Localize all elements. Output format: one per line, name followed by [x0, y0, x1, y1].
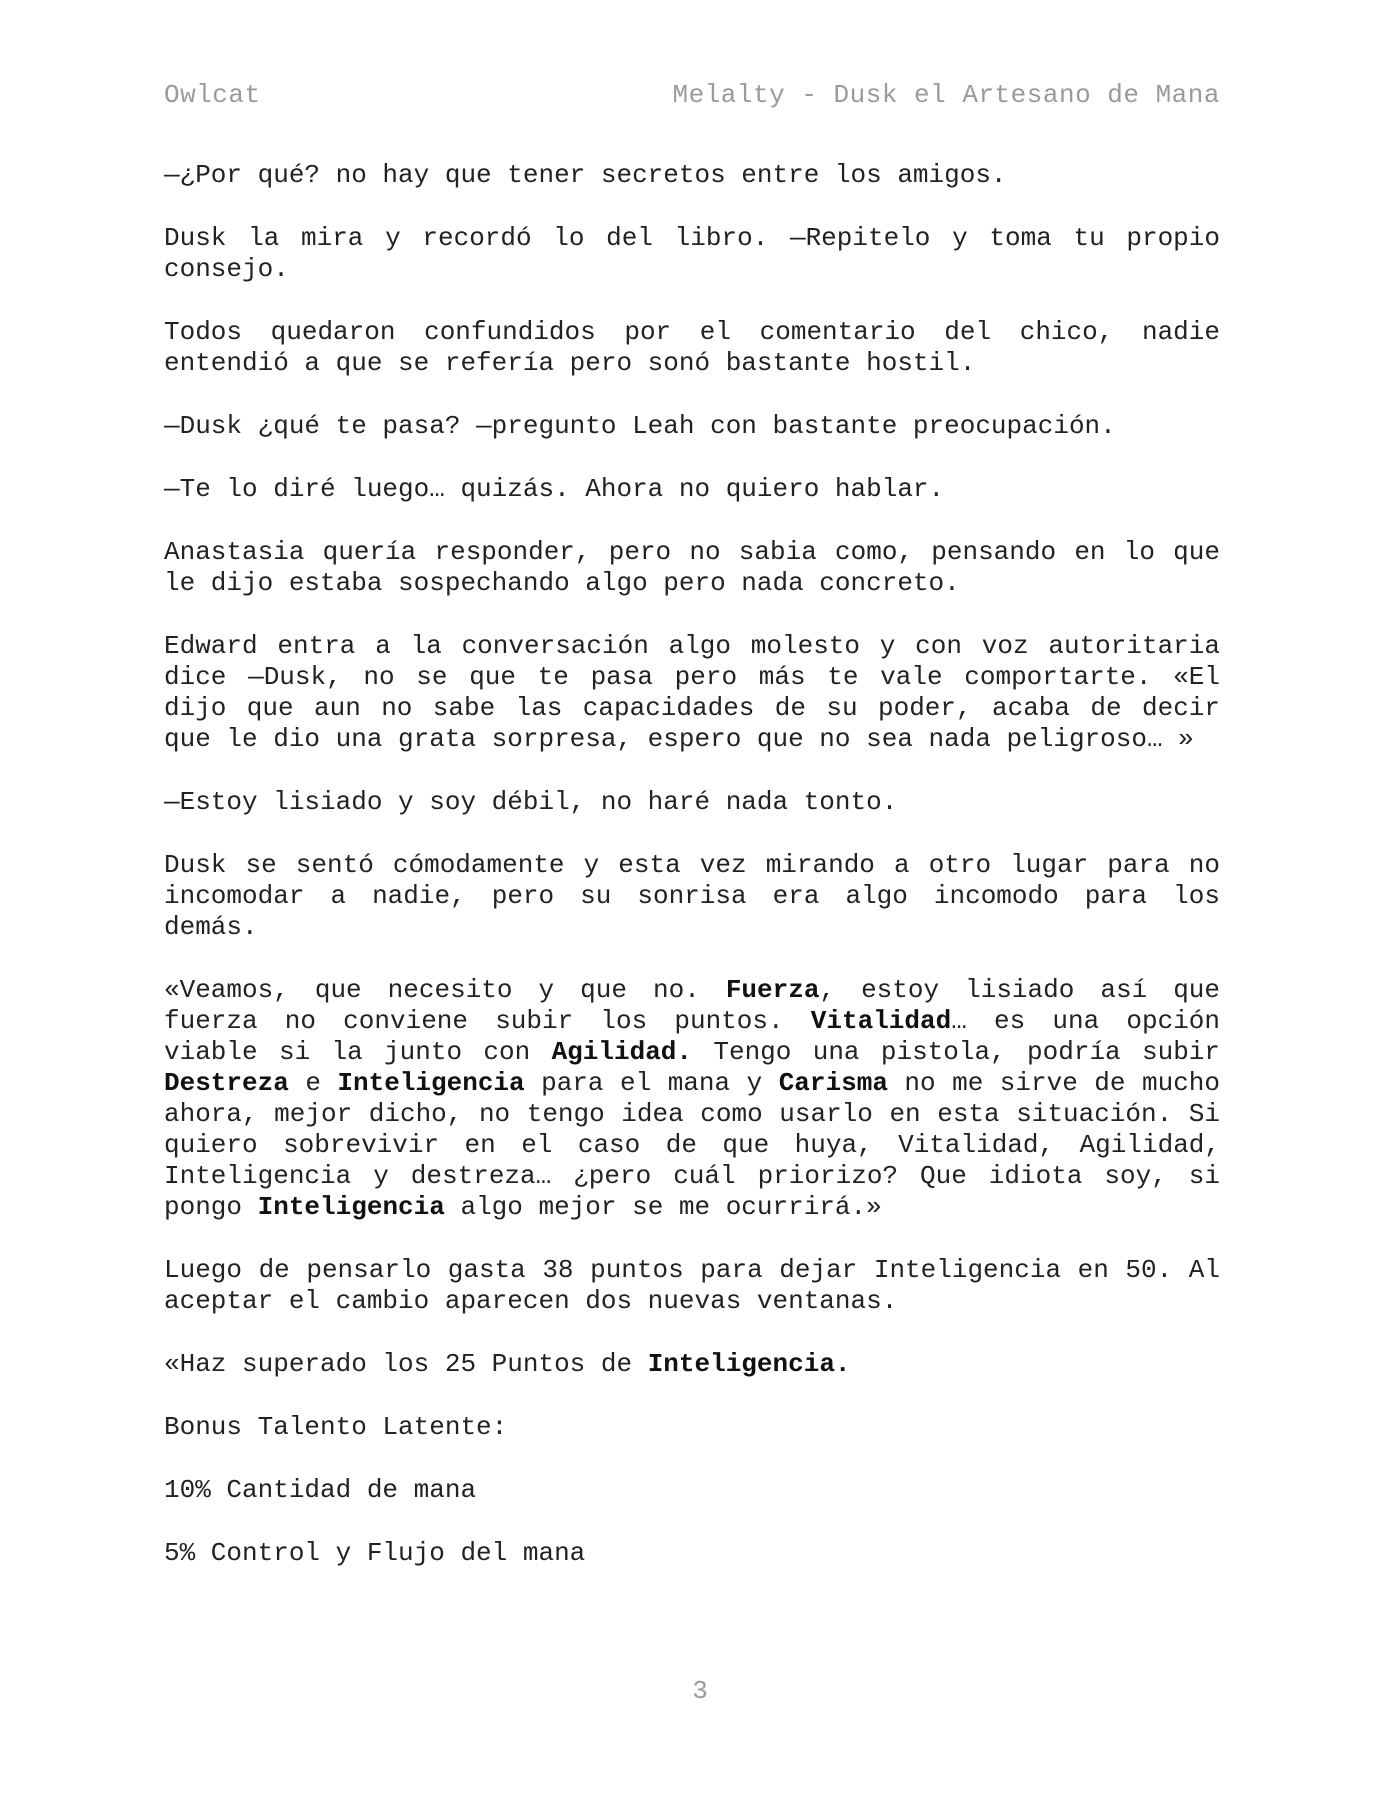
bold-term: Fuerza — [725, 975, 820, 1005]
paragraph — [164, 474, 1220, 505]
paragraph — [164, 160, 1220, 191]
paragraph — [164, 1412, 1220, 1443]
text-run: Anastasia quería responder, pero no sabia como, pensando en lo que le dijo estaba sospechando algo pero nada concreto. — [164, 537, 1220, 598]
text-run: «Haz superado los 25 Puntos de — [164, 1349, 648, 1379]
text-run: para el mana y — [524, 1068, 779, 1098]
text-run: Todos quedaron confundidos por el comentario del chico, nadie entendió a que se refería pero sonó bastante hostil. — [164, 317, 1220, 378]
paragraph — [164, 850, 1220, 943]
paragraph — [164, 317, 1220, 379]
paragraph — [164, 787, 1220, 818]
bold-term: Inteligencia — [257, 1192, 445, 1222]
text-run: … es una opción viable si la junto con — [164, 1006, 1220, 1067]
text-run: —¿Por qué? no hay que tener secretos entre los amigos. — [164, 160, 1007, 190]
text-run: 10% Cantidad de mana — [164, 1475, 477, 1505]
header-title: Melalty - Dusk el Artesano de Mana — [672, 80, 1220, 110]
text-run: 5% Control y Flujo del mana — [164, 1538, 586, 1568]
text-run: Tengo una pistola, podría subir — [692, 1037, 1221, 1067]
text-run: —Estoy lisiado y soy débil, no haré nada tonto. — [164, 787, 898, 817]
paragraph — [164, 1538, 1220, 1569]
bold-term: Agilidad. — [551, 1037, 693, 1067]
page-body — [164, 160, 1220, 1601]
text-run: Dusk la mira y recordó lo del libro. —Repitelo y toma tu propio consejo. — [164, 223, 1220, 284]
text-run: —Te lo diré luego… quizás. Ahora no quiero hablar. — [164, 474, 945, 504]
paragraph — [164, 223, 1220, 285]
paragraph — [164, 537, 1220, 599]
page-header — [164, 80, 1220, 110]
text-run: Luego de pensarlo gasta 38 puntos para dejar Inteligencia en 50. Al aceptar el cambio aparecen dos nuevas ventanas. — [164, 1255, 1220, 1316]
text-run: —Dusk ¿qué te pasa? —pregunto Leah con bastante preocupación. — [164, 411, 1116, 441]
paragraph — [164, 1349, 1220, 1380]
paragraph — [164, 411, 1220, 442]
paragraph — [164, 1475, 1220, 1506]
paragraph — [164, 1255, 1220, 1317]
bold-term: Carisma — [778, 1068, 888, 1098]
text-run: algo mejor se me ocurrirá.» — [444, 1192, 882, 1222]
text-run: no me sirve de mucho ahora, mejor dicho, no tengo idea como usarlo en esta situación. Si quiero sobrevivir en el caso de que huya, Vitalidad, Agilidad, Inteligencia y destreza… ¿pero cuál priorizo? Que idiota soy, si pongo — [164, 1068, 1220, 1222]
text-run: Bonus Talento Latente: — [164, 1412, 508, 1442]
text-run: , estoy lisiado así que fuerza no conviene subir los puntos. — [164, 975, 1221, 1036]
text-run: e — [288, 1068, 338, 1098]
bold-term: Inteligencia — [337, 1068, 525, 1098]
page-number: 3 — [692, 1676, 708, 1706]
bold-term: Inteligencia. — [647, 1349, 851, 1379]
bold-term: Vitalidad — [810, 1006, 952, 1036]
paragraph — [164, 975, 1220, 1223]
text-run: Dusk se sentó cómodamente y esta vez mirando a otro lugar para no incomodar a nadie, pero su sonrisa era algo incomodo para los demás. — [164, 850, 1220, 942]
bold-term: Destreza — [164, 1068, 289, 1098]
paragraph — [164, 631, 1220, 755]
header-author: Owlcat — [164, 80, 261, 110]
text-run: Edward entra a la conversación algo molesto y con voz autoritaria dice —Dusk, no se que te pasa pero más te vale comportarte. «El dijo que aun no sabe las capacidades de su poder, acaba de decir que le dio una grata sorpresa, espero que no sea nada peligroso… » — [164, 631, 1220, 754]
text-run: «Veamos, que necesito y que no. — [164, 975, 726, 1005]
